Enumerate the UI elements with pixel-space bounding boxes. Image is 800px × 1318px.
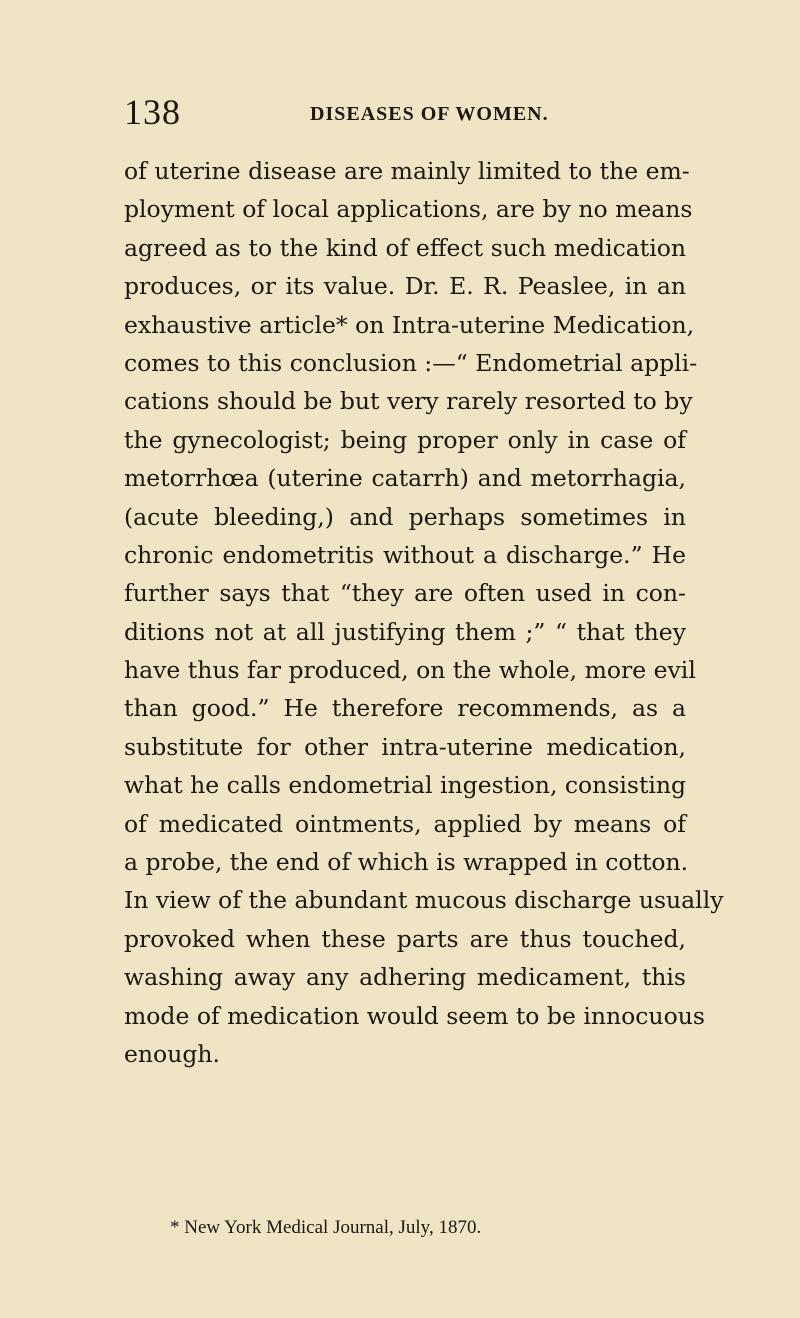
text-line: of uterine disease are mainly limited to the em- [124, 157, 690, 185]
text-line: substitute for other intra-uterine medication, [124, 732, 686, 761]
text-line: comes to this conclusion :—“ Endometrial appli- [124, 348, 698, 377]
footnote: * New York Medical Journal, July, 1870. [170, 1217, 482, 1238]
text-line: washing away any adhering medicament, this [124, 963, 686, 992]
text-line: (acute bleeding,) and perhaps sometimes in [124, 502, 686, 531]
page-number: 138 [124, 92, 181, 132]
text-line: produces, or its value. Dr. E. R. Peaslee, in an [124, 272, 686, 301]
body-text [124, 152, 724, 1073]
text-line: In view of the abundant mucous discharge usually [124, 886, 724, 915]
text-line: chronic endometritis without a discharge.” He [124, 540, 686, 569]
text-line: cations should be but very rarely resorted to by [124, 387, 693, 416]
text-line: provoked when these parts are thus touched, [124, 924, 686, 953]
text-line: agreed as to the kind of effect such medication [124, 233, 686, 262]
text-line: ditions not at all justifying them ;” “ that they [124, 617, 686, 646]
text-line: a probe, the end of which is wrapped in cotton. [124, 848, 689, 877]
text-line: further says that “they are often used in con- [124, 579, 686, 608]
text-line: ployment of local applications, are by no means [124, 195, 693, 224]
text-line: what he calls endometrial ingestion, consisting [124, 771, 687, 800]
text-line: the gynecologist; being proper only in case of [124, 425, 686, 454]
running-head [124, 92, 684, 132]
text-line: have thus far produced, on the whole, more evil [124, 656, 696, 685]
text-line: metorrhœa (uterine catarrh) and metorrhagia, [124, 464, 686, 493]
text-line: of medicated ointments, applied by means of [124, 809, 686, 838]
text-line: than good.” He therefore recommends, as a [124, 694, 686, 723]
text-line: enough. [124, 1039, 220, 1068]
text-line: mode of medication would seem to be innocuous [124, 1001, 705, 1030]
text-line: exhaustive article* on Intra-uterine Medication, [124, 310, 695, 339]
running-title: DISEASES OF WOMEN. [310, 103, 549, 125]
